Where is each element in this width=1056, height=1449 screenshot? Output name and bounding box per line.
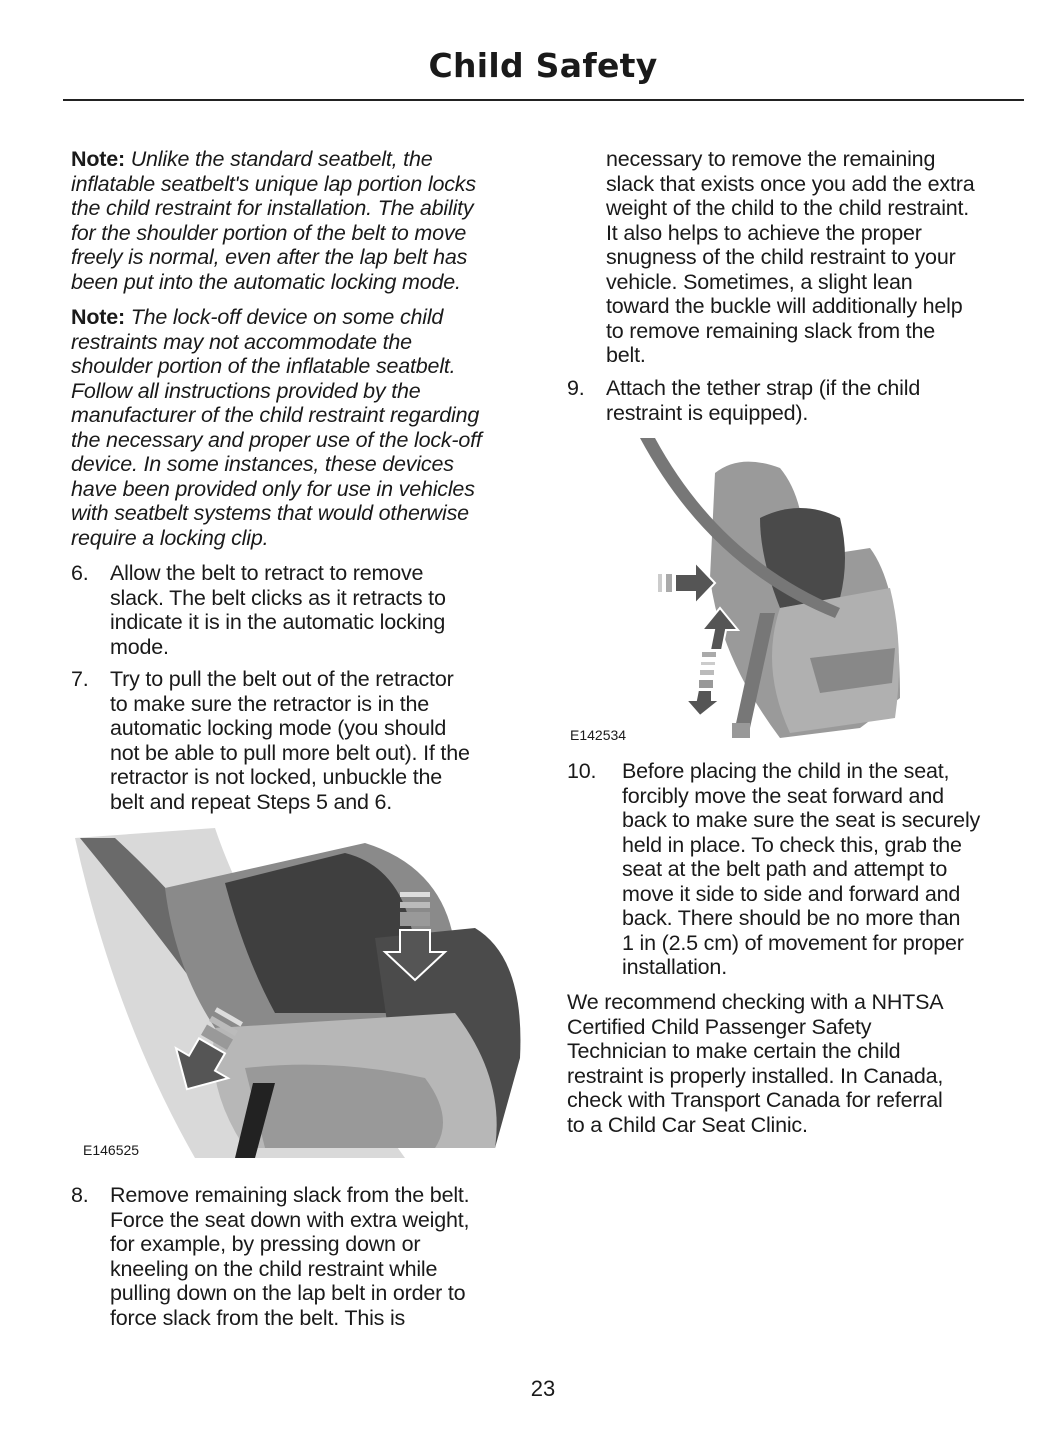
note-label: Note:	[71, 147, 125, 171]
note-label: Note:	[71, 305, 125, 329]
recommendation-paragraph: We recommend checking with a NHTSA Certified Child Passenger Safety Technician to make certain the child restraint is properly installed. In Canada, check with Transport Canada for referral to a Child Car Seat Clinic.	[567, 990, 944, 1137]
step-text: Before placing the child in the seat, forcibly move the seat forward and back to make sure the seat is securely held in place. To check this, grab the seat at the belt path and attempt to move it side to side and forward and back. There should be no more than 1 in (2.5 cm) of movement for proper installation.	[622, 759, 981, 979]
page-title: Child Safety	[428, 46, 658, 85]
figure-child-seat-pressing-down	[75, 828, 525, 1158]
step-8-continued: necessary to remove the remaining slack that exists once you add the extra weight of the child to the child restraint. It also helps to achieve the proper snugness of the child restraint to your vehicle. Sometimes, a slight lean toward the buckle will additionally help to remove remaining slack from the belt.	[606, 147, 975, 367]
step-text: Allow the belt to retract to remove slack. The belt clicks as it retracts to indicate it is in the automatic locking mode.	[110, 561, 446, 659]
arrow-right-icon	[658, 562, 715, 604]
figure-id: E146525	[83, 1142, 140, 1158]
step-number: 9.	[567, 376, 585, 400]
note-text: Unlike the standard seatbelt, the inflatable seatbelt's unique lap portion locks the child restraint for installation. The ability for the shoulder portion of the belt to move freely is normal, even after the lap belt has been put into the automatic locking mode.	[71, 147, 476, 294]
step-text: Try to pull the belt out of the retractor to make sure the retractor is in the automatic locking mode (you should not be able to pull more belt out). If the retractor is not locked, unbuckle the belt and repeat Steps 5 and 6.	[110, 667, 470, 814]
step-number: 7.	[71, 667, 89, 691]
header-divider	[63, 99, 1024, 101]
note-inflatable-seatbelt	[71, 147, 476, 294]
figure-id: E142534	[570, 727, 627, 743]
page-number: 23	[530, 1376, 556, 1401]
arrow-up-down-icon	[686, 608, 738, 716]
note-lock-off-device	[71, 305, 482, 550]
figure-child-seat-tether	[630, 438, 920, 743]
note-text: The lock-off device on some child restraints may not accommodate the shoulder portion of the inflatable seatbelt. Follow all instructions provided by the manufacturer of the child restraint regarding the necessary and proper use of the lock-off device. In some instances, these devices have been provided only for use in vehicles with seatbelt systems that would otherwise require a locking clip.	[71, 305, 482, 550]
step-number: 10.	[567, 759, 597, 783]
step-number: 6.	[71, 561, 89, 585]
step-text: Remove remaining slack from the belt. Force the seat down with extra weight, for example, by pressing down or kneeling on the child restraint while pulling down on the lap belt in order to force slack from the belt. This is	[110, 1183, 470, 1330]
step-number: 8.	[71, 1183, 89, 1207]
step-text: Attach the tether strap (if the child restraint is equipped).	[606, 376, 921, 425]
